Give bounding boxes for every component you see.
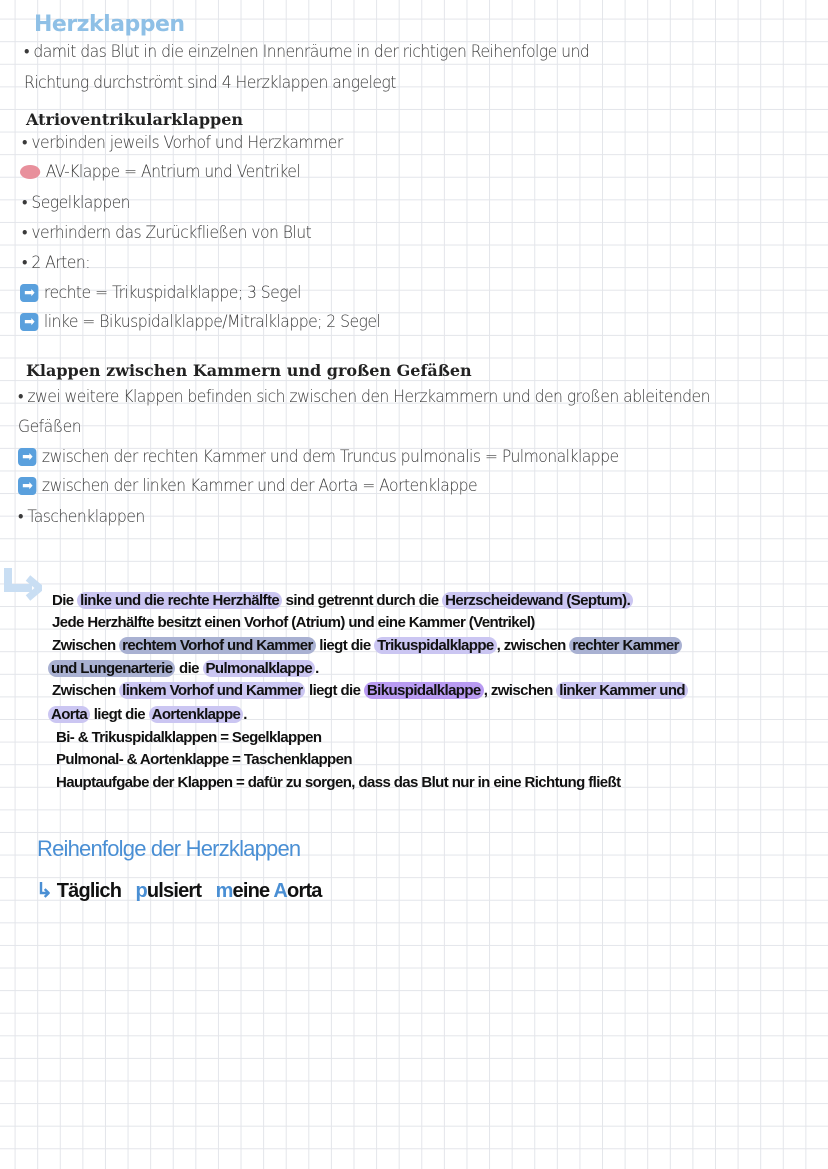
text-span: Zwischen [52,682,120,699]
text-span: linke und die rechte Herzhälfte [77,592,282,609]
arrow-line [18,476,477,496]
arrow-line [18,447,619,467]
arrow-line [20,283,301,303]
text-span: Bikuspidalklappe [364,682,484,699]
text-span: linker Kammer und [556,682,688,699]
arrow-right-icon: ➡ [18,477,36,495]
bullet: • verbinden jeweils Vorhof und Herzkammer [22,133,343,153]
mnemonic-word [273,880,321,902]
text-span: AV-Klappe = Antrium und Ventrikel [45,162,301,182]
note-line: Jede Herzhälfte besitzt einen Vorhof (Atrium) und eine Kammer (Ventrikel) [52,614,535,631]
text-span: rechter Kammer [569,637,682,654]
intro-line: Richtung durchströmt sind 4 Herzklappen angelegt [24,73,396,93]
note-line [52,682,688,699]
text-span: und Lungenarterie [48,660,175,677]
text-span: Die [52,592,78,609]
section-heading: Atrioventrikularklappen [26,110,244,129]
text-span: p [135,880,147,902]
text-span: zwischen der rechten Kammer und dem Truncus pulmonalis = Pulmonalklappe [41,447,619,467]
section-heading: Klappen zwischen Kammern und großen Gefäßen [26,361,472,380]
text-span: Aortenklappe [149,706,244,723]
mnemonic [36,878,322,903]
text-span: . [315,660,319,677]
text-span: , zwischen [496,637,570,654]
text-span: eine [232,880,270,902]
mnemonic-word [216,880,270,902]
text-span: Pulmonalklappe [203,660,316,677]
text-span: liegt die [305,682,364,699]
arrow-right-icon: ➡ [20,313,38,331]
text-span: liegt die [90,706,149,723]
text-span: liegt die [315,637,375,654]
text-span: zwischen der linken Kammer und der Aorta = Aortenklappe [41,476,478,496]
text-span: Zwischen [52,637,120,654]
text-span: m [215,880,233,902]
mnemonic-word [135,880,201,902]
order-heading: Reihenfolge der Herzklappen [37,836,301,861]
page-title: Herzklappen [34,12,185,37]
text-span: . [243,706,247,723]
bullet: • verhindern das Zurückfließen von Blut [22,223,312,243]
text-span: Herzscheidewand (Septum). [442,592,633,609]
arrow-line [20,312,380,332]
text-span: die [175,660,203,677]
bullet [20,162,300,182]
brain-icon [20,165,40,179]
text-span: Aorta [48,706,90,723]
bullet: • 2 Arten: [22,253,90,273]
text-span: äglich [68,880,122,902]
bullet: Gefäßen [18,417,82,437]
arrow-right-icon: ➡ [20,284,38,302]
text-span: linkem Vorhof und Kammer [119,682,305,699]
note-line: Hauptaufgabe der Klappen = dafür zu sorgen, dass das Blut nur in eine Richtung fließt [56,774,621,791]
text-span: ulsiert [146,880,202,902]
note-line [48,660,319,677]
bullet: • Segelklappen [22,193,130,213]
return-arrow-icon [2,566,42,602]
text-span: sind getrennt durch die [282,592,443,609]
arrow-right-icon: ➡ [18,448,36,466]
note-line [48,706,247,723]
text-span: A [273,880,288,902]
note-line: Pulmonal- & Aortenklappe = Taschenklappen [56,751,352,768]
note-line [52,637,682,654]
text-span: orta [287,880,322,902]
text-span: T [56,880,69,902]
bullet: • Taschenklappen [18,507,145,527]
text-span: rechtem Vorhof und Kammer [119,637,316,654]
mnemonic-word [57,880,121,902]
return-arrow-icon: ↳ [36,880,52,902]
bullet: • zwei weitere Klappen befinden sich zwischen den Herzkammern und den großen ableitenden [18,387,710,407]
note-line [52,592,633,609]
note-line: Bi- & Trikuspidalklappen = Segelklappen [56,729,322,746]
text-span: linke = Bikuspidalklappe/Mitralklappe; 2 Segel [43,312,381,332]
intro-line: • damit das Blut in die einzelnen Innenräume in der richtigen Reihenfolge und [24,42,590,62]
text-span: rechte = Trikuspidalklappe; 3 Segel [43,283,301,303]
text-span: Trikuspidalklappe [374,637,497,654]
text-span: , zwischen [483,682,557,699]
